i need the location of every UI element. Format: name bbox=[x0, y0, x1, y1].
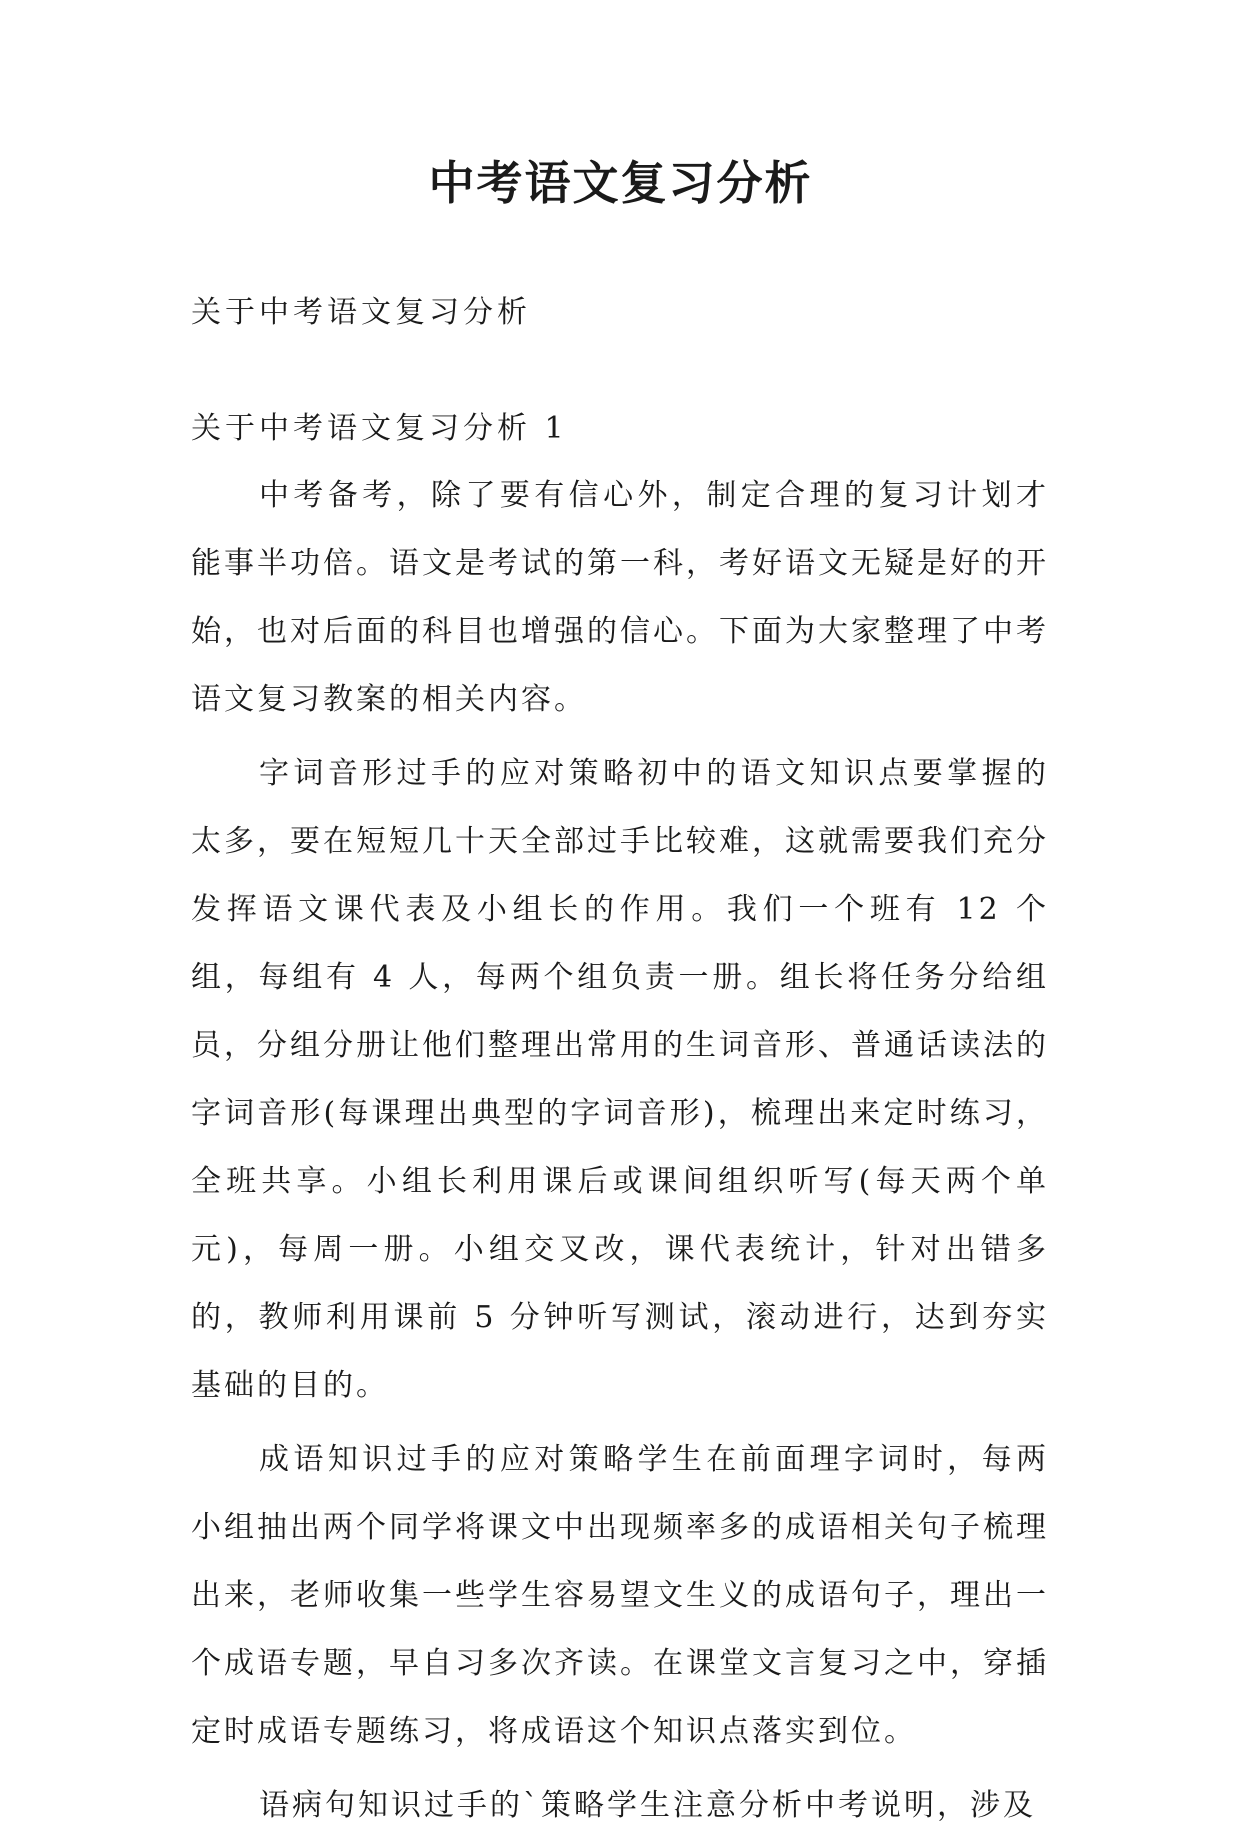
document-subtitle: 关于中考语文复习分析 bbox=[191, 295, 531, 330]
body-paragraph: 语病句知识过手的`策略学生注意分析中考说明，涉及 bbox=[259, 1788, 1036, 1823]
section-heading: 关于中考语文复习分析 1 bbox=[191, 411, 568, 446]
document-body bbox=[191, 462, 1049, 1846]
body-paragraph: 中考备考，除了要有信心外，制定合理的复习计划才能事半功倍。语文是考试的第一科，考好语文无疑是好的开始，也对后面的科目也增强的信心。下面为大家整理了中考语文复习教案的相关内容。 bbox=[191, 478, 1049, 717]
body-paragraph: 成语知识过手的应对策略学生在前面理字词时，每两小组抽出两个同学将课文中出现频率多的成语相关句子梳理出来，老师收集一些学生容易望文生义的成语句子，理出一个成语专题，早自习多次齐读。在课堂文言复习之中，穿插定时成语专题练习，将成语这个知识点落实到位。 bbox=[191, 1442, 1049, 1749]
body-paragraph: 字词音形过手的应对策略初中的语文知识点要掌握的太多，要在短短几十天全部过手比较难，这就需要我们充分发挥语文课代表及小组长的作用。我们一个班有 12 个组，每组有 4 人，每两个组负责一册。组长将任务分给组员，分组分册让他们整理出常用的生词音形、普通话读法的字词音形(每课理出典型的字词音形)，梳理出来定时练习，全班共享。小组长利用课后或课间组织听写(每天两个单元)，每周一册。小组交叉改，课代表统计，针对出错多的，教师利用课前 5 分钟听写测试，滚动进行，达到夯实基础的目的。 bbox=[191, 756, 1049, 1403]
document-title: 中考语文复习分析 bbox=[428, 156, 813, 210]
